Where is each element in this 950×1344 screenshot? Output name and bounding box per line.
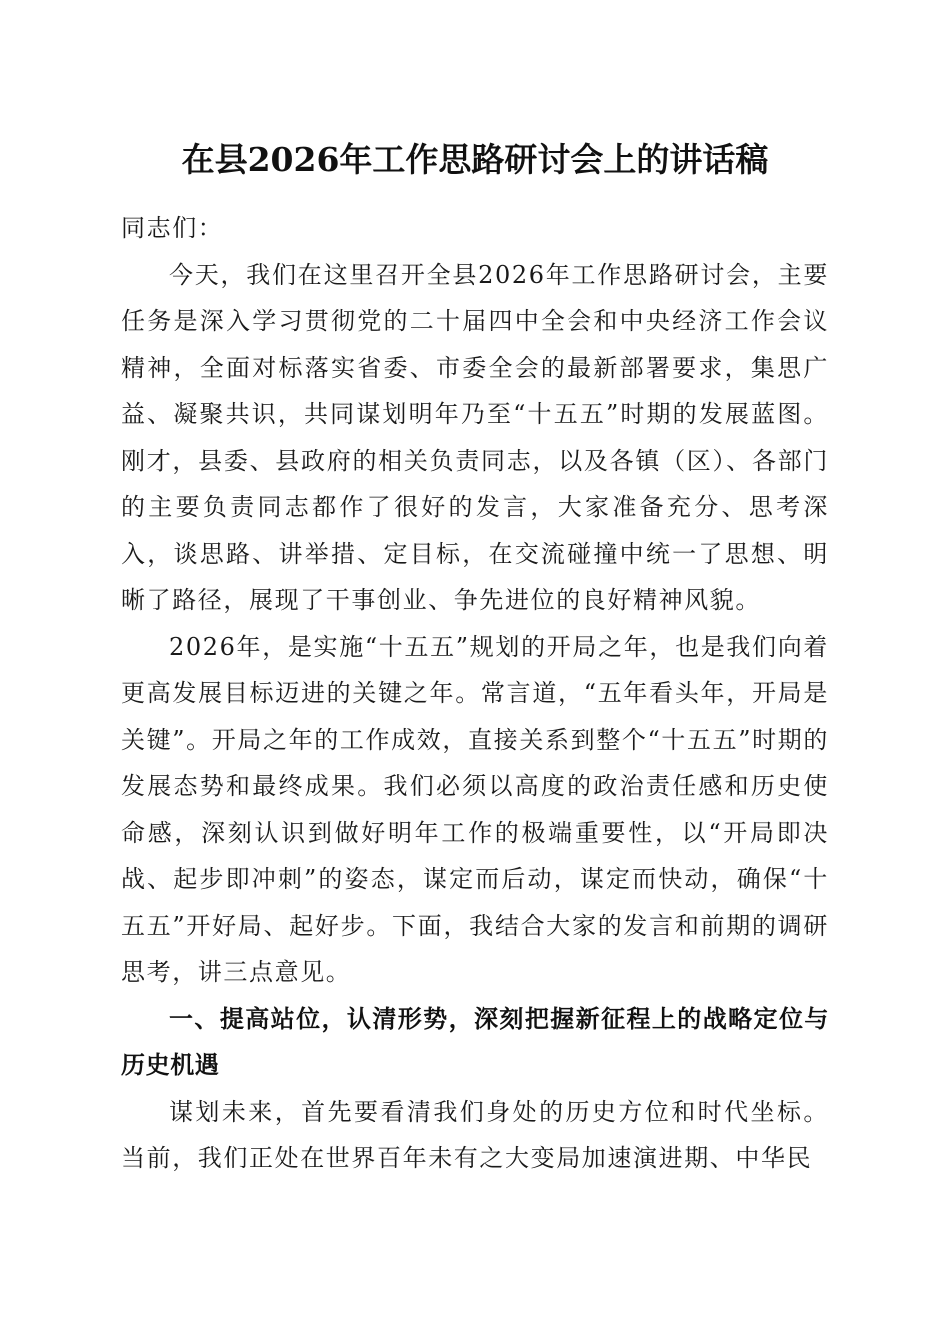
greeting: 同志们：: [121, 214, 224, 242]
body-paragraph: 今天，我们在这里召开全县2026年工作思路研讨会，主要任务是深入学习贯彻党的二十届四中全会和中央经济工作会议精神，全面对标落实省委、市委全会的最新部署要求，集思广益、凝聚共识，共同谋划明年乃至“十五五”时期的发展蓝图。刚才，县委、县政府的相关负责同志，以及各镇（区）、各部门的主要负责同志都作了很好的发言，大家准备充分、思考深入，谈思路、讲举措、定目标，在交流碰撞中统一了思想、明晰了路径，展现了干事创业、争先进位的良好精神风貌。: [121, 260, 829, 614]
body-paragraph: 2026年，是实施“十五五”规划的开局之年，也是我们向着更高发展目标迈进的关键之年。常言道，“五年看头年，开局是关键”。开局之年的工作成效，直接关系到整个“十五五”时期的发展态势和最终成果。我们必须以高度的政治责任感和历史使命感，深刻认识到做好明年工作的极端重要性，以“开局即决战、起步即冲刺”的姿态，谋定而后动，谋定而快动，确保“十五五”开好局、起好步。下面，我结合大家的发言和前期的调研思考，讲三点意见。: [121, 632, 829, 986]
section-heading: 一、提高站位，认清形势，深刻把握新征程上的战略定位与历史机遇: [121, 1004, 829, 1079]
document-body: [121, 205, 829, 1182]
section-paragraph: 谋划未来，首先要看清我们身处的历史方位和时代坐标。当前，我们正处在世界百年未有之大变局加速演进期、中华民: [121, 1097, 829, 1172]
document-title: 在县2026年工作思路研讨会上的讲话稿: [181, 140, 769, 179]
